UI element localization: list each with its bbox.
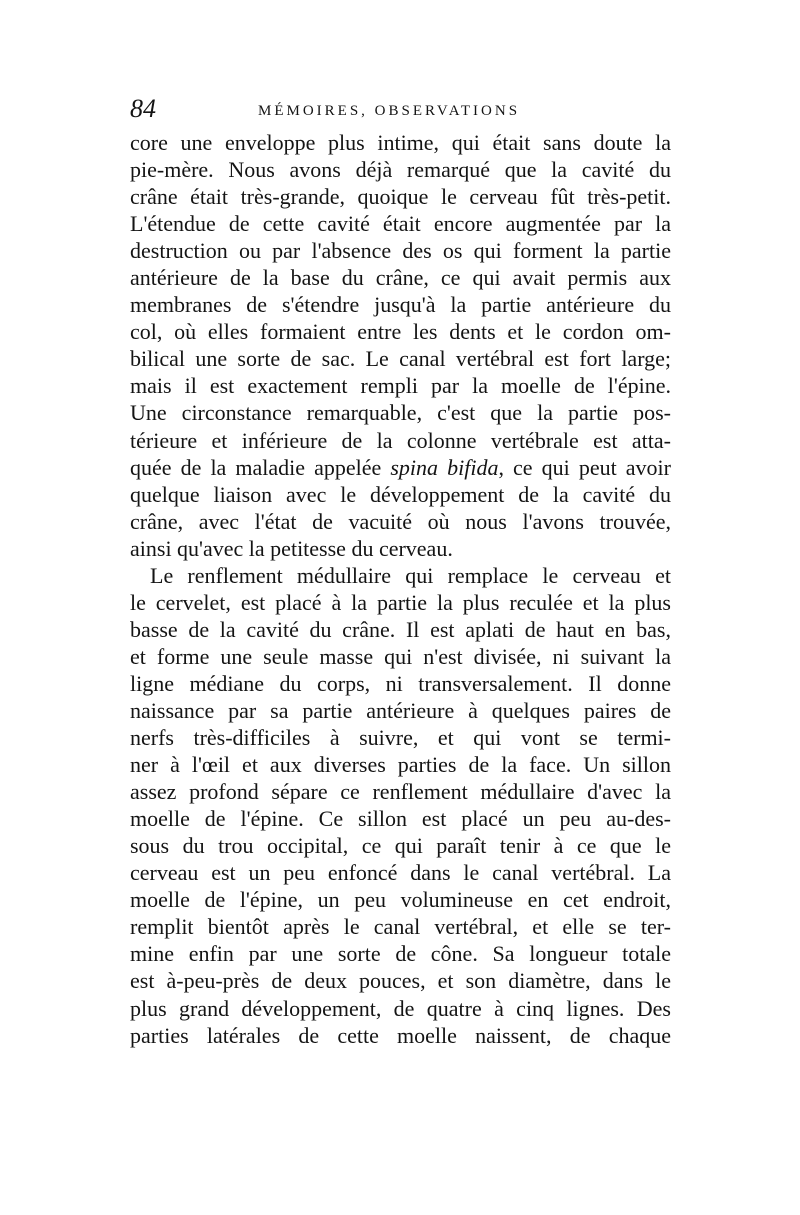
text-line bbox=[130, 454, 671, 481]
body-text bbox=[130, 129, 671, 1049]
paragraph-1 bbox=[130, 129, 671, 562]
text-line: Une circonstance remarquable, c'est que la partie pos- bbox=[130, 400, 671, 426]
text-line: ligne médiane du corps, ni transversalement. Il donne bbox=[130, 670, 671, 696]
text-line: Le renflement médullaire qui remplace le cerveau et bbox=[150, 562, 671, 588]
text-line: destruction ou par l'absence des os qui forment la partie bbox=[130, 238, 671, 264]
text-line: sous du trou occipital, ce qui paraît tenir à ce que le bbox=[130, 833, 671, 859]
text-line: antérieure de la base du crâne, ce qui avait permis aux bbox=[130, 265, 671, 291]
text-line: membranes de s'étendre jusqu'à la partie antérieure du bbox=[130, 292, 671, 318]
text-fragment: quée de la maladie appelée bbox=[130, 454, 391, 480]
text-line: naissance par sa partie antérieure à quelques paires de bbox=[130, 697, 671, 723]
text-line: mine enfin par une sorte de cône. Sa longueur totale bbox=[130, 941, 671, 967]
text-line: quelque liaison avec le développement de la cavité du bbox=[130, 481, 671, 507]
text-line: bilical une sorte de sac. Le canal vertébral est fort large; bbox=[130, 346, 671, 372]
text-line: le cervelet, est placé à la partie la plus reculée et la plus bbox=[130, 589, 671, 615]
text-line: assez profond sépare ce renflement médullaire d'avec la bbox=[130, 779, 671, 805]
text-line: remplit bientôt après le canal vertébral, et elle se ter- bbox=[130, 914, 671, 940]
text-line: basse de la cavité du crâne. Il est aplati de haut en bas, bbox=[130, 616, 671, 642]
text-line: col, où elles formaient entre les dents et le cordon om- bbox=[130, 319, 671, 345]
running-title: MÉMOIRES, OBSERVATIONS bbox=[258, 103, 521, 119]
text-line: moelle de l'épine. Ce sillon est placé un peu au-des- bbox=[130, 806, 671, 832]
text-line: core une enveloppe plus intime, qui était sans doute la bbox=[130, 130, 671, 155]
text-line: crâne, avec l'état de vacuité où nous l'avons trouvée, bbox=[130, 508, 671, 534]
text-line: L'étendue de cette cavité était encore augmentée par la bbox=[130, 211, 671, 237]
text-line: est à-peu-près de deux pouces, et son diamètre, dans le bbox=[130, 968, 671, 994]
text-line: ner à l'œil et aux diverses parties de la face. Un sillon bbox=[130, 752, 671, 778]
paragraph-2 bbox=[130, 562, 671, 1049]
page-number: 84 bbox=[130, 94, 156, 123]
text-line: et forme une seule masse qui n'est divisée, ni suivant la bbox=[130, 643, 671, 669]
text-line: ainsi qu'avec la petitesse du cerveau. bbox=[130, 535, 453, 561]
italic-term: spina bifida bbox=[390, 454, 499, 480]
text-line: crâne était très-grande, quoique le cerveau fût très-petit. bbox=[130, 184, 671, 210]
text-line: nerfs très-difficiles à suivre, et qui vont se termi- bbox=[130, 725, 671, 751]
text-line: mais il est exactement rempli par la moelle de l'épine. bbox=[130, 373, 671, 399]
text-line: plus grand développement, de quatre à cinq lignes. Des bbox=[130, 995, 671, 1021]
running-header bbox=[130, 94, 670, 126]
text-line: pie-mère. Nous avons déjà remarqué que la cavité du bbox=[130, 157, 671, 183]
text-line: cerveau est un peu enfoncé dans le canal vertébral. La bbox=[130, 860, 671, 886]
text-fragment: , ce qui peut avoir bbox=[498, 454, 671, 480]
text-line: moelle de l'épine, un peu volumineuse en cet endroit, bbox=[130, 887, 671, 913]
text-line: térieure et inférieure de la colonne vertébrale est atta- bbox=[130, 427, 671, 453]
text-line: parties latérales de cette moelle naissent, de chaque bbox=[130, 1022, 671, 1048]
